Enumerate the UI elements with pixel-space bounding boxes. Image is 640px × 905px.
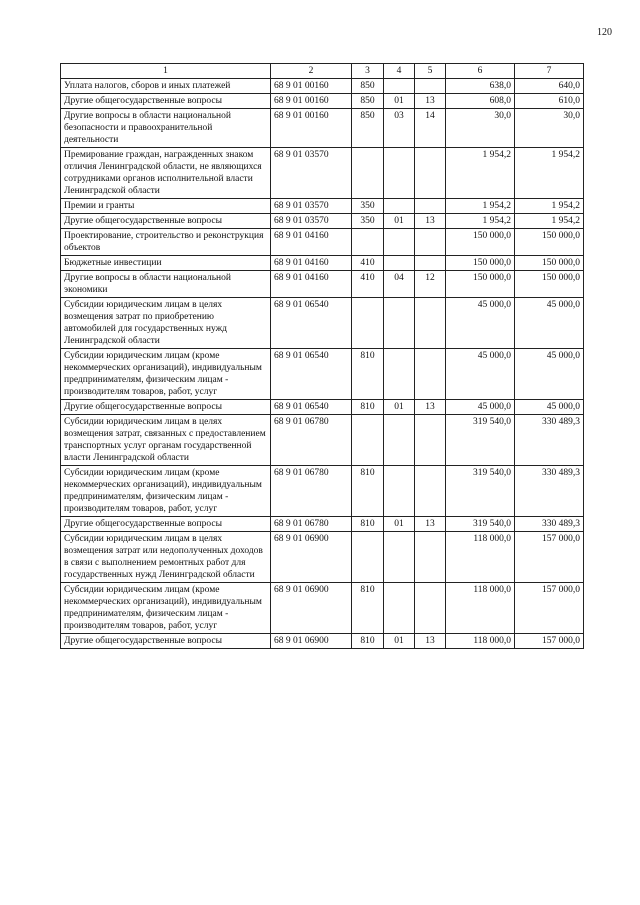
- row-rz-cell: 01: [384, 214, 415, 229]
- row-code-cell: 68 9 01 06540: [271, 298, 352, 349]
- budget-table: [60, 63, 584, 649]
- row-name-cell: Другие общегосударственные вопросы: [61, 94, 271, 109]
- row-rz-cell: 01: [384, 94, 415, 109]
- row-code-cell: 68 9 01 06900: [271, 583, 352, 634]
- row-name-cell: Премирование граждан, награжденных знаком отличия Ленинградской области, не являющихся сотрудниками органов исполнительной власти Ленинградской области: [61, 148, 271, 199]
- row-pr-cell: 13: [415, 517, 446, 532]
- row-name-cell: Другие вопросы в области национальной безопасности и правоохранительной деятельности: [61, 109, 271, 148]
- row-name-cell: Другие общегосударственные вопросы: [61, 634, 271, 649]
- page-number: 120: [597, 27, 612, 38]
- row-pr-cell: 13: [415, 94, 446, 109]
- row-sum2-cell: 150 000,0: [515, 229, 584, 256]
- row-vr-cell: 810: [352, 466, 384, 517]
- row-rz-cell: 03: [384, 109, 415, 148]
- row-code-cell: 68 9 01 00160: [271, 94, 352, 109]
- row-sum2-cell: 45 000,0: [515, 298, 584, 349]
- row-rz-cell: [384, 256, 415, 271]
- row-sum2-cell: 30,0: [515, 109, 584, 148]
- row-pr-cell: [415, 415, 446, 466]
- row-code-cell: 68 9 01 04160: [271, 271, 352, 298]
- row-sum1-cell: 150 000,0: [446, 256, 515, 271]
- row-rz-cell: [384, 229, 415, 256]
- row-vr-cell: 810: [352, 583, 384, 634]
- row-sum2-cell: 330 489,3: [515, 415, 584, 466]
- row-vr-cell: [352, 298, 384, 349]
- row-code-cell: 68 9 01 06900: [271, 634, 352, 649]
- row-pr-cell: [415, 349, 446, 400]
- row-pr-cell: 14: [415, 109, 446, 148]
- row-sum2-cell: 45 000,0: [515, 349, 584, 400]
- row-pr-cell: [415, 229, 446, 256]
- row-rz-cell: [384, 583, 415, 634]
- row-sum1-cell: 319 540,0: [446, 517, 515, 532]
- row-vr-cell: 810: [352, 349, 384, 400]
- row-vr-cell: 410: [352, 271, 384, 298]
- table-row: [61, 517, 584, 532]
- row-code-cell: 68 9 01 03570: [271, 199, 352, 214]
- row-pr-cell: [415, 583, 446, 634]
- row-sum1-cell: 118 000,0: [446, 634, 515, 649]
- row-code-cell: 68 9 01 00160: [271, 109, 352, 148]
- row-rz-cell: [384, 532, 415, 583]
- row-code-cell: 68 9 01 00160: [271, 79, 352, 94]
- header-col-6: 6: [446, 64, 515, 79]
- row-code-cell: 68 9 01 06780: [271, 466, 352, 517]
- row-sum1-cell: 118 000,0: [446, 583, 515, 634]
- table-row: [61, 466, 584, 517]
- row-pr-cell: [415, 199, 446, 214]
- row-name-cell: Проектирование, строительство и реконструкция объектов: [61, 229, 271, 256]
- table-row: [61, 199, 584, 214]
- row-sum2-cell: 330 489,3: [515, 466, 584, 517]
- table-row: [61, 532, 584, 583]
- row-vr-cell: 410: [352, 256, 384, 271]
- header-col-1: 1: [61, 64, 271, 79]
- table-row: [61, 349, 584, 400]
- row-sum1-cell: 608,0: [446, 94, 515, 109]
- row-code-cell: 68 9 01 03570: [271, 148, 352, 199]
- table-row: [61, 109, 584, 148]
- row-name-cell: Субсидии юридическим лицам в целях возмещения затрат, связанных с предоставлением транспортных услуг органам государственной власти Ленинградской области: [61, 415, 271, 466]
- row-sum1-cell: 638,0: [446, 79, 515, 94]
- table-row: [61, 634, 584, 649]
- row-name-cell: Уплата налогов, сборов и иных платежей: [61, 79, 271, 94]
- row-rz-cell: [384, 298, 415, 349]
- row-vr-cell: 350: [352, 214, 384, 229]
- table-row: [61, 148, 584, 199]
- row-sum2-cell: 610,0: [515, 94, 584, 109]
- row-rz-cell: 04: [384, 271, 415, 298]
- row-rz-cell: [384, 79, 415, 94]
- row-rz-cell: [384, 415, 415, 466]
- row-name-cell: Субсидии юридическим лицам (кроме некоммерческих организаций), индивидуальным предпринимателям, физическим лицам - производителям товаров, работ, услуг: [61, 583, 271, 634]
- row-rz-cell: [384, 148, 415, 199]
- row-rz-cell: [384, 349, 415, 400]
- row-rz-cell: 01: [384, 517, 415, 532]
- row-sum1-cell: 45 000,0: [446, 298, 515, 349]
- row-name-cell: Другие общегосударственные вопросы: [61, 214, 271, 229]
- row-name-cell: Субсидии юридическим лицам в целях возмещения затрат или недополученных доходов в связи с выполнением ремонтных работ для государственных нужд Ленинградской области: [61, 532, 271, 583]
- table-row: [61, 256, 584, 271]
- row-pr-cell: [415, 466, 446, 517]
- row-vr-cell: 850: [352, 79, 384, 94]
- row-sum2-cell: 150 000,0: [515, 256, 584, 271]
- table-body: [61, 79, 584, 649]
- row-code-cell: 68 9 01 04160: [271, 256, 352, 271]
- row-vr-cell: 350: [352, 199, 384, 214]
- header-col-7: 7: [515, 64, 584, 79]
- row-code-cell: 68 9 01 06540: [271, 349, 352, 400]
- row-name-cell: Субсидии юридическим лицам (кроме некоммерческих организаций), индивидуальным предпринимателям, физическим лицам - производителям товаров, работ, услуг: [61, 349, 271, 400]
- row-vr-cell: 810: [352, 634, 384, 649]
- table-row: [61, 214, 584, 229]
- row-sum2-cell: 157 000,0: [515, 583, 584, 634]
- row-rz-cell: [384, 199, 415, 214]
- table-row: [61, 415, 584, 466]
- row-sum1-cell: 150 000,0: [446, 229, 515, 256]
- table-row: [61, 79, 584, 94]
- row-name-cell: Другие общегосударственные вопросы: [61, 400, 271, 415]
- table-header-row: [61, 64, 584, 79]
- header-col-3: 3: [352, 64, 384, 79]
- row-pr-cell: 13: [415, 634, 446, 649]
- row-name-cell: Субсидии юридическим лицам в целях возмещения затрат по приобретению автомобилей для государственных нужд Ленинградской области: [61, 298, 271, 349]
- row-pr-cell: [415, 148, 446, 199]
- row-sum1-cell: 1 954,2: [446, 148, 515, 199]
- row-vr-cell: [352, 532, 384, 583]
- table-row: [61, 94, 584, 109]
- row-pr-cell: 12: [415, 271, 446, 298]
- row-name-cell: Другие вопросы в области национальной экономики: [61, 271, 271, 298]
- row-sum1-cell: 1 954,2: [446, 199, 515, 214]
- table-row: [61, 298, 584, 349]
- row-name-cell: Другие общегосударственные вопросы: [61, 517, 271, 532]
- row-sum1-cell: 118 000,0: [446, 532, 515, 583]
- row-sum2-cell: 1 954,2: [515, 199, 584, 214]
- row-sum1-cell: 150 000,0: [446, 271, 515, 298]
- row-sum1-cell: 1 954,2: [446, 214, 515, 229]
- table-row: [61, 271, 584, 298]
- row-code-cell: 68 9 01 04160: [271, 229, 352, 256]
- row-name-cell: Премии и гранты: [61, 199, 271, 214]
- table-row: [61, 583, 584, 634]
- row-rz-cell: [384, 466, 415, 517]
- row-pr-cell: [415, 298, 446, 349]
- row-sum2-cell: 150 000,0: [515, 271, 584, 298]
- row-name-cell: Бюджетные инвестиции: [61, 256, 271, 271]
- row-vr-cell: [352, 148, 384, 199]
- row-vr-cell: 850: [352, 109, 384, 148]
- row-vr-cell: 850: [352, 94, 384, 109]
- row-pr-cell: [415, 79, 446, 94]
- row-sum1-cell: 30,0: [446, 109, 515, 148]
- header-col-5: 5: [415, 64, 446, 79]
- row-pr-cell: 13: [415, 400, 446, 415]
- row-pr-cell: 13: [415, 214, 446, 229]
- row-vr-cell: 810: [352, 517, 384, 532]
- row-pr-cell: [415, 532, 446, 583]
- row-rz-cell: 01: [384, 634, 415, 649]
- row-vr-cell: [352, 229, 384, 256]
- header-col-2: 2: [271, 64, 352, 79]
- table-row: [61, 400, 584, 415]
- row-sum2-cell: 157 000,0: [515, 532, 584, 583]
- row-pr-cell: [415, 256, 446, 271]
- row-code-cell: 68 9 01 06780: [271, 517, 352, 532]
- row-sum2-cell: 157 000,0: [515, 634, 584, 649]
- row-rz-cell: 01: [384, 400, 415, 415]
- row-sum2-cell: 640,0: [515, 79, 584, 94]
- table-row: [61, 229, 584, 256]
- row-sum1-cell: 45 000,0: [446, 400, 515, 415]
- row-vr-cell: 810: [352, 400, 384, 415]
- row-sum1-cell: 45 000,0: [446, 349, 515, 400]
- row-code-cell: 68 9 01 06540: [271, 400, 352, 415]
- row-code-cell: 68 9 01 06780: [271, 415, 352, 466]
- row-sum2-cell: 1 954,2: [515, 148, 584, 199]
- row-vr-cell: [352, 415, 384, 466]
- row-sum2-cell: 1 954,2: [515, 214, 584, 229]
- header-col-4: 4: [384, 64, 415, 79]
- row-sum1-cell: 319 540,0: [446, 415, 515, 466]
- row-sum2-cell: 45 000,0: [515, 400, 584, 415]
- row-sum1-cell: 319 540,0: [446, 466, 515, 517]
- row-code-cell: 68 9 01 06900: [271, 532, 352, 583]
- row-sum2-cell: 330 489,3: [515, 517, 584, 532]
- row-code-cell: 68 9 01 03570: [271, 214, 352, 229]
- row-name-cell: Субсидии юридическим лицам (кроме некоммерческих организаций), индивидуальным предпринимателям, физическим лицам - производителям товаров, работ, услуг: [61, 466, 271, 517]
